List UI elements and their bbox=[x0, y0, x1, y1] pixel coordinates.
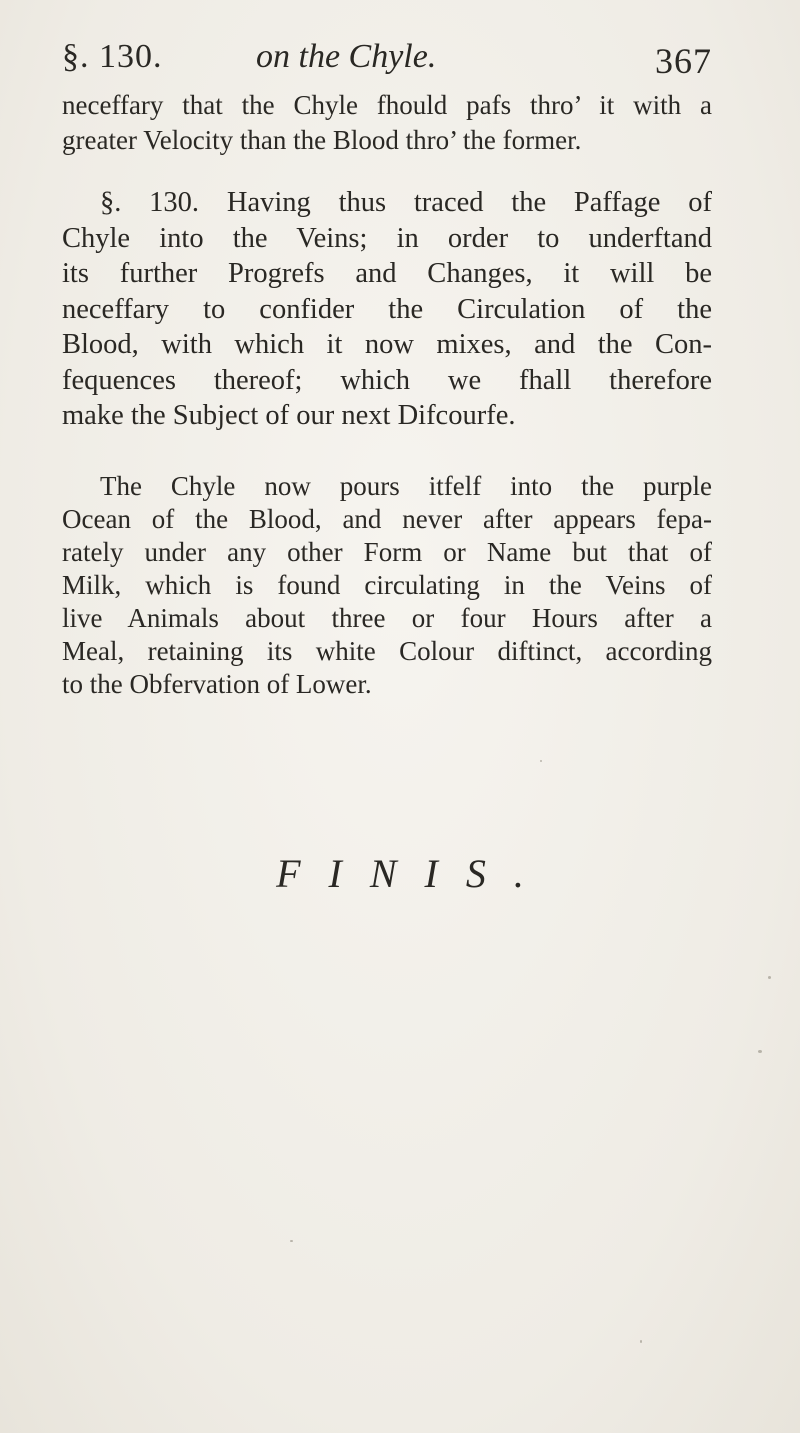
paper-speck bbox=[290, 1240, 293, 1242]
section-number: §. 130. bbox=[62, 38, 163, 75]
text-line: Chyle into the Veins; in order to underftand bbox=[62, 222, 712, 254]
text-line: make the Subject of our next Difcourfe. bbox=[62, 400, 516, 431]
running-title: on the Chyle. bbox=[256, 38, 437, 75]
finis-heading: FINIS. bbox=[276, 851, 552, 896]
paragraph-section-130 bbox=[62, 185, 712, 434]
paragraph-continued bbox=[62, 88, 712, 158]
text-line: neceffary to confider the Circulation of the bbox=[62, 293, 712, 325]
text-line: Milk, which is found circulating in the Veins of bbox=[62, 570, 712, 600]
text-line: fequences thereof; which we fhall therefore bbox=[62, 364, 712, 396]
text-line: The Chyle now pours itfelf into the purple bbox=[100, 471, 712, 501]
text-line: greater Velocity than the Blood thro’ the former. bbox=[62, 125, 582, 155]
text-line: rately under any other Form or Name but that of bbox=[62, 537, 712, 567]
text-line: Ocean of the Blood, and never after appears fepa- bbox=[62, 504, 712, 534]
text-line: its further Progrefs and Changes, it will be bbox=[62, 258, 712, 289]
text-line: §. 130. Having thus traced the Paffage of bbox=[100, 187, 712, 218]
paper-speck bbox=[768, 976, 771, 979]
page-number: 367 bbox=[655, 41, 712, 81]
text-line: Meal, retaining its white Colour diftinct, according bbox=[62, 636, 712, 666]
running-head bbox=[62, 38, 712, 88]
paper-speck bbox=[758, 1050, 762, 1053]
text-line: Blood, with which it now mixes, and the Con- bbox=[62, 329, 712, 360]
text-line: to the Obfervation of Lower. bbox=[62, 669, 372, 699]
paper-speck bbox=[640, 1340, 642, 1343]
paragraph-chyle-blood bbox=[62, 470, 712, 701]
paper-speck bbox=[540, 760, 542, 762]
text-line: live Animals about three or four Hours after a bbox=[62, 603, 712, 633]
text-line: neceffary that the Chyle fhould pafs thro’ it with a bbox=[62, 90, 712, 120]
